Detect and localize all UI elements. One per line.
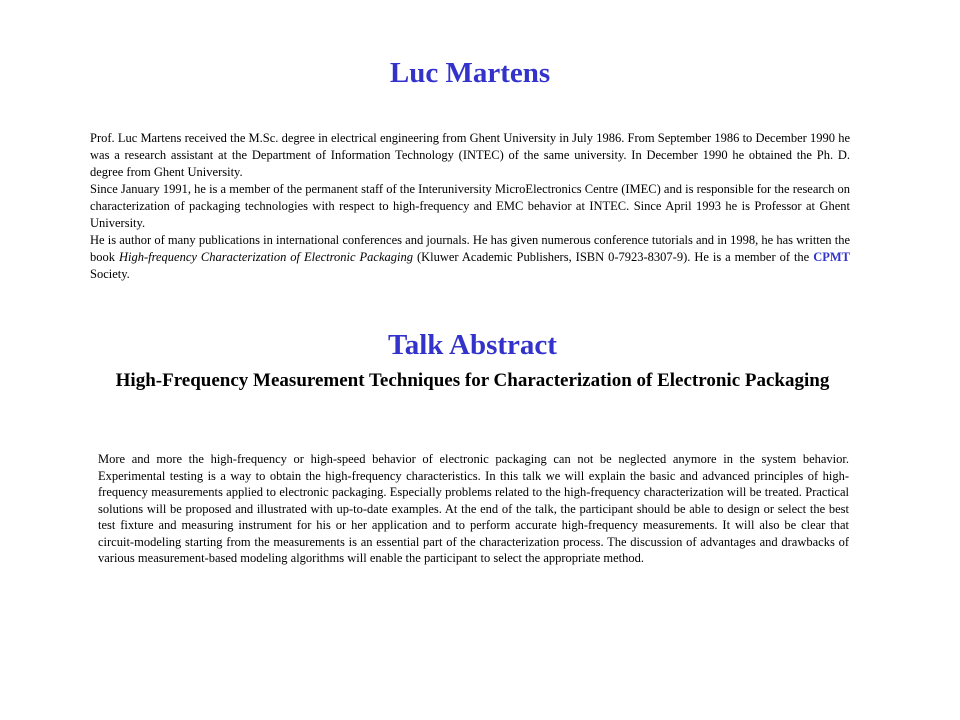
bio-publisher-text: (Kluwer Academic Publishers, ISBN 0-7923-8307-9). He is a member of the — [412, 250, 814, 264]
speaker-bio — [90, 130, 850, 283]
bio-paragraph-education: Prof. Luc Martens received the M.Sc. degree in electrical engineering from Ghent University in July 1986. From September 1986 to December 1990 he was a research assistant at the Department of Information Technology (INTEC) of the same university. In December 1990 he obtained the Ph. D. degree from Ghent University. — [90, 131, 850, 179]
bio-paragraph-publications — [90, 232, 850, 283]
book-title: High-frequency Characterization of Electronic Packaging — [118, 250, 413, 264]
talk-abstract-heading: Talk Abstract — [388, 329, 557, 361]
bio-publications-text: He is author of many publications in international conferences and journals. He has given numerous conference tutorials and in 1998, he has written the book — [90, 233, 850, 264]
bio-paragraph-imec: Since January 1991, he is a member of the permanent staff of the Interuniversity MicroElectronics Centre (IMEC) and is responsible for the research on characterization of packaging technologies with respect to high-frequency and EMC behavior at INTEC. Since April 1993 he is Professor at Ghent University. — [90, 182, 850, 230]
cpmt-society-link[interactable]: CPMT — [813, 250, 850, 264]
talk-title: High-Frequency Measurement Techniques for Characterization of Electronic Packaging — [115, 370, 830, 391]
speaker-name-heading: Luc Martens — [389, 57, 551, 89]
bio-society-suffix: Society. — [90, 267, 130, 281]
talk-abstract-body: More and more the high-frequency or high-speed behavior of electronic packaging can not be neglected anymore in the system behavior. Experimental testing is a way to obtain the high-frequency characteristics. In this talk we will explain the basic and advanced principles of high-frequency measurements applied to electronic packaging. Especially problems related to the high-frequency characterization will be treated. Practical solutions will be proposed and illustrated with up-to-date examples. At the end of the talk, the participant should be able to design or select the best test fixture and measuring instrument for his or her application and to perform accurate high-frequency measurements. It will also be clear that circuit-modeling starting from the measurements is an essential part of the characterization process. The discussion of advantages and drawbacks of various measurement-based modeling algorithms will enable the participant to select the appropriate method. — [98, 452, 849, 565]
